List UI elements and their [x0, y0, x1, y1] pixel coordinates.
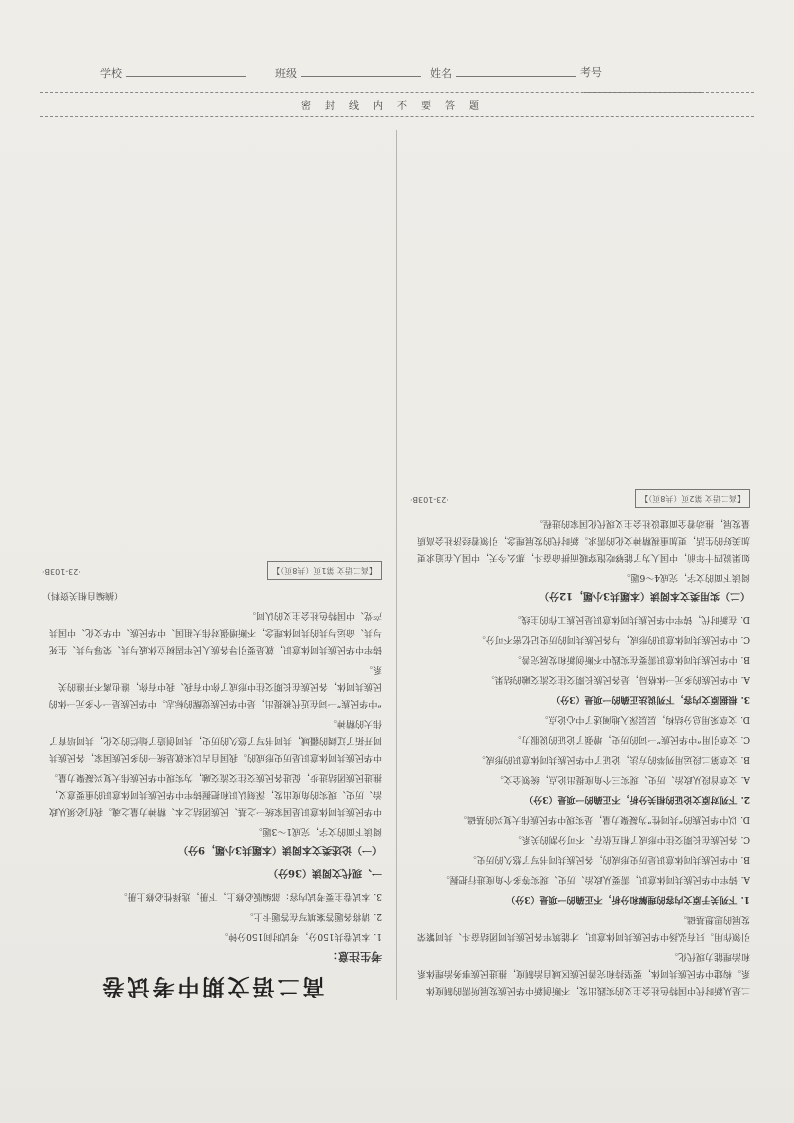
question-2: 2. 下列对原文论证的相关分析，不正确的一项是（3分）: [524, 794, 750, 804]
q3-option-c: C. 中华民族共同体意识的形成，与各民族共同的历史记忆密不可分。: [476, 634, 750, 644]
column-divider: [396, 130, 397, 1000]
notice-item: 3. 本试卷主要考试内容：部编版必修上，下册，选择性必修上册。: [118, 891, 382, 901]
q2-option-c: C. 文章引用“中华民族”一词的历史，增强了论证的说服力。: [512, 734, 750, 744]
passage-paragraph: 引领作用。只有弘扬中华民族共同体意识，才能筑牢各民族共同团结奋斗、共同繁荣发展的思想基础。: [416, 914, 750, 941]
q3-option-a: A. 中华民族的多元一体格局，是各民族长期交往交流交融的结果。: [485, 674, 750, 684]
q2-option-b: B. 文章第二段运用列举的方法，论证了中华民族共同体意识的形成。: [476, 754, 750, 764]
class-field[interactable]: [275, 64, 421, 81]
number-label: 考号: [580, 66, 602, 79]
student-info-header: [100, 64, 720, 88]
passage-paragraph: 如果说四十年前，中国人为了能够吃饱穿暖而拼命奋斗，那么今天，中国人在追求更加美好的生活，更加重视精神文化的需求。新时代的发展理念，引领着经济社会高质量发展，推动着全面建设社会主义现代化国家的进程。: [416, 518, 750, 562]
name-label: 姓名: [430, 67, 452, 80]
q1-option-a: A. 铸牢中华民族共同体意识，需要从政治、历史、现实等多个角度进行把握。: [440, 874, 750, 884]
section-title: 一、现代文阅读（36分）: [268, 867, 382, 878]
school-field[interactable]: [100, 64, 246, 81]
passage-paragraph: 二是从新时代中国特色社会主义的实践出发，不断创新中华民族发展所需的制度体系。构建中华民族共同体，要坚持和完善民族区域自治制度，推进民族事务治理体系和治理能力现代化。: [416, 951, 750, 995]
page-footer: [42, 561, 382, 580]
passage-source: （摘编自相关资料）: [42, 590, 124, 600]
passage-paragraph: 中华民族共同体意识是国家统一之基、民族团结之本、精神力量之魂。我们必须从政治、历史、现实的角度出发，深刻认识和把握铸牢中华民族共同体意识的重要意义，推进民族团结进步，促进各民族交往交流交融，为实现中华民族伟大复兴凝聚力量。: [48, 772, 382, 816]
page-number: 【高二语文 第1页（共8页）】: [267, 561, 382, 580]
notice-item: 2. 请将各题答案填写在答题卡上。: [244, 911, 382, 921]
page-2-column: [410, 138, 750, 998]
paper-code: ·23-103B·: [410, 495, 449, 504]
notice-item: 1. 本试卷共150分，考试时间150分钟。: [219, 931, 382, 941]
reading-instruction: 阅读下面的文字，完成1～3题。: [253, 826, 382, 836]
question-1: 1. 下列关于原文内容的理解和分析，不正确的一项是（3分）: [506, 894, 750, 904]
q3-option-d: D. 在新时代，铸牢中华民族共同体意识是民族工作的主线。: [512, 614, 750, 624]
name-field[interactable]: [430, 64, 576, 81]
reading-instruction-2: 阅读下面的文字，完成4～6题。: [621, 572, 750, 582]
q2-option-d: D. 文章采用总分结构，层层深入地阐述了中心论点。: [539, 714, 750, 724]
seal-notice: 密封线内不要答题: [301, 101, 493, 112]
q3-option-b: B. 中华民族共同体意识需要在实践中不断创新和发展完善。: [512, 654, 750, 664]
school-label: 学校: [100, 67, 122, 80]
passage-paragraph: “中华民族”一词在近代被提出，是中华民族觉醒的标志。中华民族是一个多元一体的民族共同体，各民族在长期交往中形成了你中有我、我中有你，谁也离不开谁的关系。: [48, 664, 382, 708]
class-label: 班级: [275, 67, 297, 80]
question-3: 3. 根据原文内容，下列说法正确的一项是（3分）: [551, 694, 750, 704]
q1-option-d: D. 以中华民族的“共同性”为凝聚力量，是实现中华民族伟大复兴的基础。: [458, 814, 750, 824]
q1-option-c: C. 各民族在长期交往中形成了相互依存、不可分割的关系。: [512, 834, 750, 844]
page-number: 【高二语文 第2页（共8页）】: [635, 489, 750, 508]
page-1-column: [42, 138, 382, 998]
notice-heading: 考生注意：: [327, 950, 382, 963]
subsection-2-title: （二）实用类文本阅读（本题共3小题，12分）: [539, 590, 750, 601]
passage-paragraph: 中华民族共同体意识是历史形成的。我国自古以来就是统一的多民族国家，各民族共同开拓了辽阔的疆域，共同书写了悠久的历史，共同创造了灿烂的文化，共同培育了伟大的精神。: [48, 718, 382, 762]
page-footer: [410, 489, 750, 508]
subsection-title: （一）论述类文本阅读（本题共3小题，9分）: [178, 844, 382, 855]
seal-line-top: [40, 92, 754, 93]
paper-code: ·23-103B·: [42, 567, 81, 576]
q2-option-a: A. 文章首段从政治、历史、现实三个角度提出论点，统领全文。: [494, 774, 750, 784]
q1-option-b: B. 中华民族共同体意识是历史形成的，各民族共同书写了悠久的历史。: [467, 854, 750, 864]
exam-title: 高二语文期中考试卷: [99, 973, 325, 998]
passage-paragraph: 铸牢中华民族共同体意识，就是要引导各族人民牢固树立休戚与共、荣辱与共、生死与共、命运与共的共同体理念，不断增强对伟大祖国、中华民族、中华文化、中国共产党、中国特色社会主义的认同。: [48, 610, 382, 654]
seal-line-bottom: [40, 116, 754, 117]
